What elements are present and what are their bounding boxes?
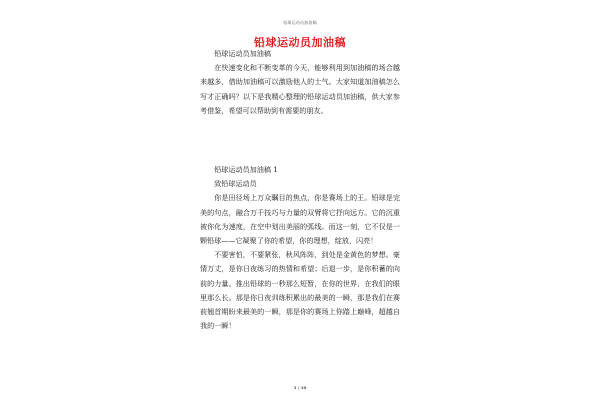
section-1-paragraph-2: 不要害怕，不要紧张，秋风阵阵，到处是金黄色的梦想。豪情万丈，是你日夜练习的热情和希望；后退一步，是你积蓄的向前的力量。推出铅球的一秒那么短暂，在你的世界，在我们的眼里那么长。那是你日夜训练积累出的最美的一瞬，那是我们在赛前翘首期盼来最美的一瞬，那是你的赛场上你踏上巅峰，超越自我的一瞬！ bbox=[200, 250, 400, 331]
intro-paragraph: 在快速变化和不断变革的今天，能够利用到加油稿的场合越来越多，借助加油稿可以激励他人的士气。大家知道加油稿怎么写才正确吗？以下是我精心整理的铅球运动员加油稿，供大家参考借鉴，希望可以帮助到有需要的朋友。 bbox=[200, 63, 400, 115]
section-1-paragraph-1: 你是田径场上万众瞩目的焦点，你是赛场上的王。铅球是完美的句点，融合万千技巧与力量的双臂将它抒向远方。它的沉重被你化为速度，在空中划出美丽的弧线。而这一刻，它不仅是一颗铅球——它凝聚了你的希望，你的理想，绽放，闪亮！ bbox=[200, 193, 400, 246]
running-header: 铅球运动员加油稿 bbox=[283, 20, 317, 25]
intro-heading: 铅球运动员加油稿 bbox=[214, 49, 271, 58]
section-1-heading: 铅球运动员加油稿 1 bbox=[214, 165, 278, 174]
document-title: 铅球运动员加油稿 bbox=[254, 36, 346, 49]
intro-section bbox=[200, 47, 400, 118]
section-1 bbox=[200, 163, 400, 333]
section-1-salutation: 致铅球运动员 bbox=[214, 179, 257, 189]
page-number: 1 / 10 bbox=[293, 385, 307, 390]
